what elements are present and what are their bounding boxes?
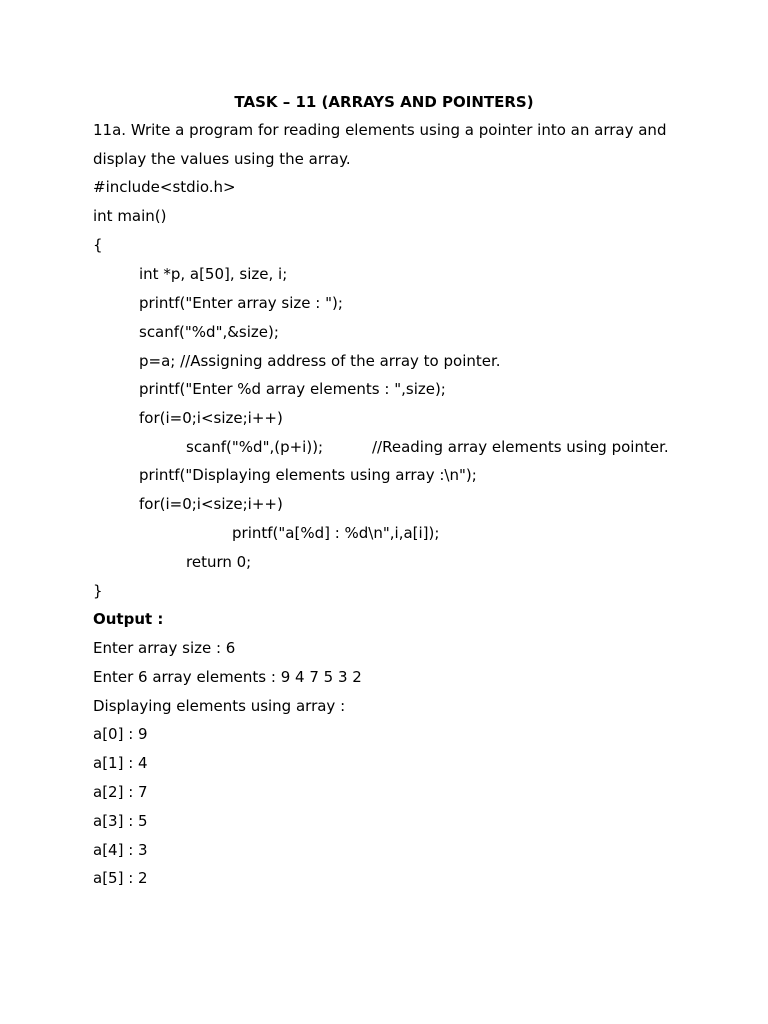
code-main: int main() bbox=[93, 207, 167, 225]
output-line: a[2] : 7 bbox=[93, 783, 148, 801]
code-decl: int *p, a[50], size, i; bbox=[139, 265, 288, 283]
code-include: #include<stdio.h> bbox=[93, 178, 236, 196]
output-line: a[1] : 4 bbox=[93, 754, 148, 772]
code-close-brace: } bbox=[93, 582, 103, 600]
page-title: TASK – 11 (ARRAYS AND POINTERS) bbox=[234, 93, 534, 111]
output-line: a[3] : 5 bbox=[93, 812, 148, 830]
output-line: a[5] : 2 bbox=[93, 869, 148, 887]
code-printf-display: printf("Displaying elements using array :\n"); bbox=[139, 466, 477, 484]
code-scanf-size: scanf("%d",&size); bbox=[139, 323, 279, 341]
code-assign: p=a; //Assigning address of the array to pointer. bbox=[139, 352, 501, 370]
question-line-2: display the values using the array. bbox=[93, 150, 351, 168]
code-for-1: for(i=0;i<size;i++) bbox=[139, 409, 283, 427]
code-open-brace: { bbox=[93, 236, 103, 254]
output-line: Enter array size : 6 bbox=[93, 639, 236, 657]
code-for-2: for(i=0;i<size;i++) bbox=[139, 495, 283, 513]
code-printf-size: printf("Enter array size : "); bbox=[139, 294, 343, 312]
question-line-1: 11a. Write a program for reading elements using a pointer into an array and bbox=[93, 121, 667, 139]
output-line: a[4] : 3 bbox=[93, 841, 148, 859]
code-printf-item: printf("a[%d] : %d\n",i,a[i]); bbox=[232, 524, 440, 542]
output-heading: Output : bbox=[93, 610, 164, 628]
output-line: a[0] : 9 bbox=[93, 725, 148, 743]
code-scanf-comment: //Reading array elements using pointer. bbox=[372, 438, 669, 456]
output-line: Displaying elements using array : bbox=[93, 697, 346, 715]
code-printf-elements: printf("Enter %d array elements : ",size); bbox=[139, 380, 446, 398]
code-return: return 0; bbox=[186, 553, 252, 571]
code-scanf-elements: scanf("%d",(p+i)); bbox=[186, 438, 324, 456]
output-line: Enter 6 array elements : 9 4 7 5 3 2 bbox=[93, 668, 362, 686]
